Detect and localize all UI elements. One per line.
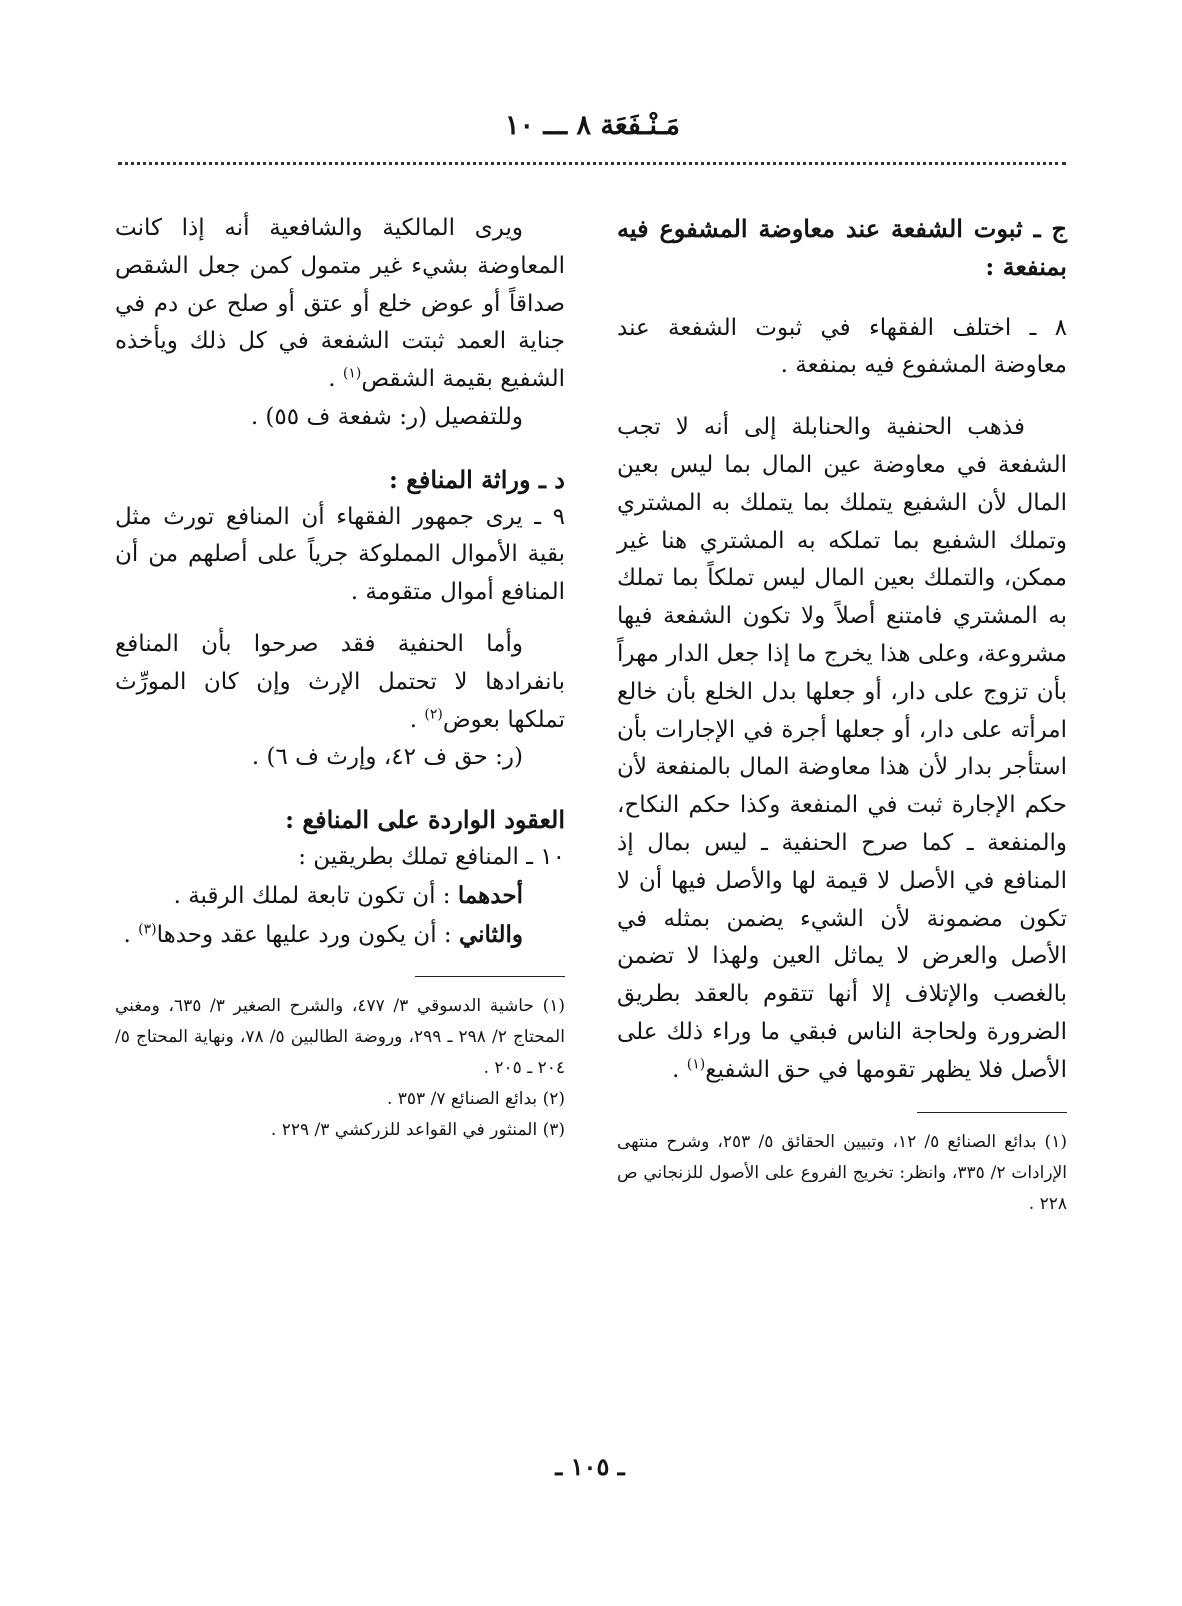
heading-section-c: ج ـ ثبوت الشفعة عند معاوضة المشفوع فيه بمنفعة :: [617, 214, 1067, 281]
paragraph-end: .: [328, 366, 343, 393]
second-way-text: : أن يكون ورد عليها عقد وحدها: [156, 921, 452, 948]
paragraph-hanafi-text: فذهب الحنفية والحنابلة إلى أنه لا تجب الشفعة في معاوضة عين المال بما ليس بعين المال لأن الشفيع يتملك بما يتملك به المشتري وتملك الشفيع بما تملكه به المشتري هنا غير ممكن، والتملك بعين المال ليس تملكاً بما تملك به المشتري فامتنع أصلاً ولا تكون الشفعة فيها مشروعة، وعلى هذا يخرج ما إذا جعل الدار مهراً بأن تزوج على دار، أو جعلها بدل الخلع بأن خالع امرأته على دار، أو جعلها أجرة في الإجارات بأن استأجر بدار لأن هذا معاوضة المال بالمنفعة لأن حكم الإجارة ثبت في المنفعة وكذا حكم النكاح، والمنفعة ـ كما صرح الحنفية ـ ليس بمال إذ المنافع في الأصل لا قيمة لها والأصل فيها أن لا تكون مضمونة لأن الشيء يضمن بمثله في الأصل والعرض لا يماثل العين ولهذا لا تضمن بالغصب والإتلاف إلا أنها تتقوم بالعقد بطريق الضرورة ولحاجة الناس فبقي ما وراء ذلك على الأصل فلا يظهر تقومها في حق الشفيع: [617, 414, 1067, 1083]
paragraph-10: ١٠ ـ المنافع تملك بطريقين :: [298, 843, 565, 870]
paragraph-hanafi-hanbali: [617, 409, 1067, 1089]
page-header: مَـنْـفَعَة ٨ ـــ ١٠: [504, 110, 681, 141]
page-number: ـ ١٠٥ ـ: [555, 1452, 625, 1481]
footnote-divider: [917, 1112, 1067, 1113]
header-dotted-rule: [118, 162, 1066, 165]
second-way-label: والثاني: [458, 920, 523, 948]
paragraph-end: .: [409, 706, 425, 733]
paragraph-9: ٩ ـ يرى جمهور الفقهاء أن المنافع تورث مثل بقية الأموال المملوكة جرياً على أصلهم من أن المنافع أموال متقومة .: [115, 503, 565, 606]
first-way-text: : أن تكون تابعة لملك الرقبة .: [173, 882, 451, 909]
footnote-3-left: (٣) المنثور في القواعد للزركشي ٣/ ٢٢٩ .: [270, 1120, 565, 1141]
footnote-2-left: (٢) بدائع الصنائع ٧/ ٣٥٣ .: [386, 1089, 565, 1110]
paragraph-end: .: [123, 921, 139, 948]
paragraph-hanafi-2-text: وأما الحنفية فقد صرحوا بأن المنافع بانفرادها لا تحتمل الإرث وإن كان المورِّث تملكها بعوض: [115, 630, 565, 733]
paragraph-8: ٨ ـ اختلف الفقهاء في ثبوت الشفعة عند معاوضة المشفوع فيه بمنفعة .: [617, 314, 1067, 379]
footnote-ref-2: (٢): [424, 705, 443, 722]
paragraph-maliki-shafii: [115, 210, 565, 399]
left-column: [115, 210, 565, 1146]
paragraph-hanafi-inheritance: [115, 626, 565, 739]
paragraph-tafsil: وللتفصيل (ر: شفعة ف ٥٥) .: [250, 403, 523, 430]
paragraph-maliki-text: ويرى المالكية والشافعية أنه إذا كانت المعاوضة بشيء غير متمول كمن جعل الشقص صداقاً أو عوض خلع أو عتق أو صلح عن دم في جناية العمد ثبتت الشفعة في كل ذلك ويأخذه الشفيع بقيمة الشقص: [115, 215, 565, 393]
footnote-ref-3: (٣): [138, 920, 157, 937]
footnote-ref-1: (١): [686, 1056, 706, 1073]
right-column: [617, 210, 1067, 1220]
left-footnotes: [115, 991, 565, 1146]
footnote-1-right: (١) بدائع الصنائع ٥/ ١٢، وتبيين الحقائق ٥/ ٢٥٣، وشرح منتهى الإرادات ٢/ ٣٣٥، وانظر: تخريج الفروع على الأصول للزنجاني ص ٢٢٨ .: [617, 1131, 1067, 1214]
heading-section-d: د ـ وراثة المنافع :: [388, 464, 565, 494]
paragraph-ref-haq: (ر: حق ف ٤٢، وإرث ف ٦) .: [251, 744, 523, 771]
paragraph-end: .: [672, 1056, 687, 1083]
heading-contracts-on-benefits: العقود الواردة على المنافع :: [285, 805, 565, 835]
footnote-ref-1-left: (١): [342, 365, 362, 382]
footnote-divider: [415, 976, 565, 977]
paragraph-second-way: [115, 916, 565, 955]
right-footnotes: [617, 1127, 1067, 1220]
first-way-label: أحدهما: [457, 881, 523, 909]
footnote-1-left: (١) حاشية الدسوقي ٣/ ٤٧٧، والشرح الصغير ٣/ ٦٣٥، ومغني المحتاج ٢/ ٢٩٨ ـ ٢٩٩، وروضة الطالبين ٥/ ٧٨، ونهاية المحتاج ٥/ ٢٠٤ ـ ٢٠٥ .: [115, 996, 566, 1079]
paragraph-first-way: [115, 877, 565, 916]
